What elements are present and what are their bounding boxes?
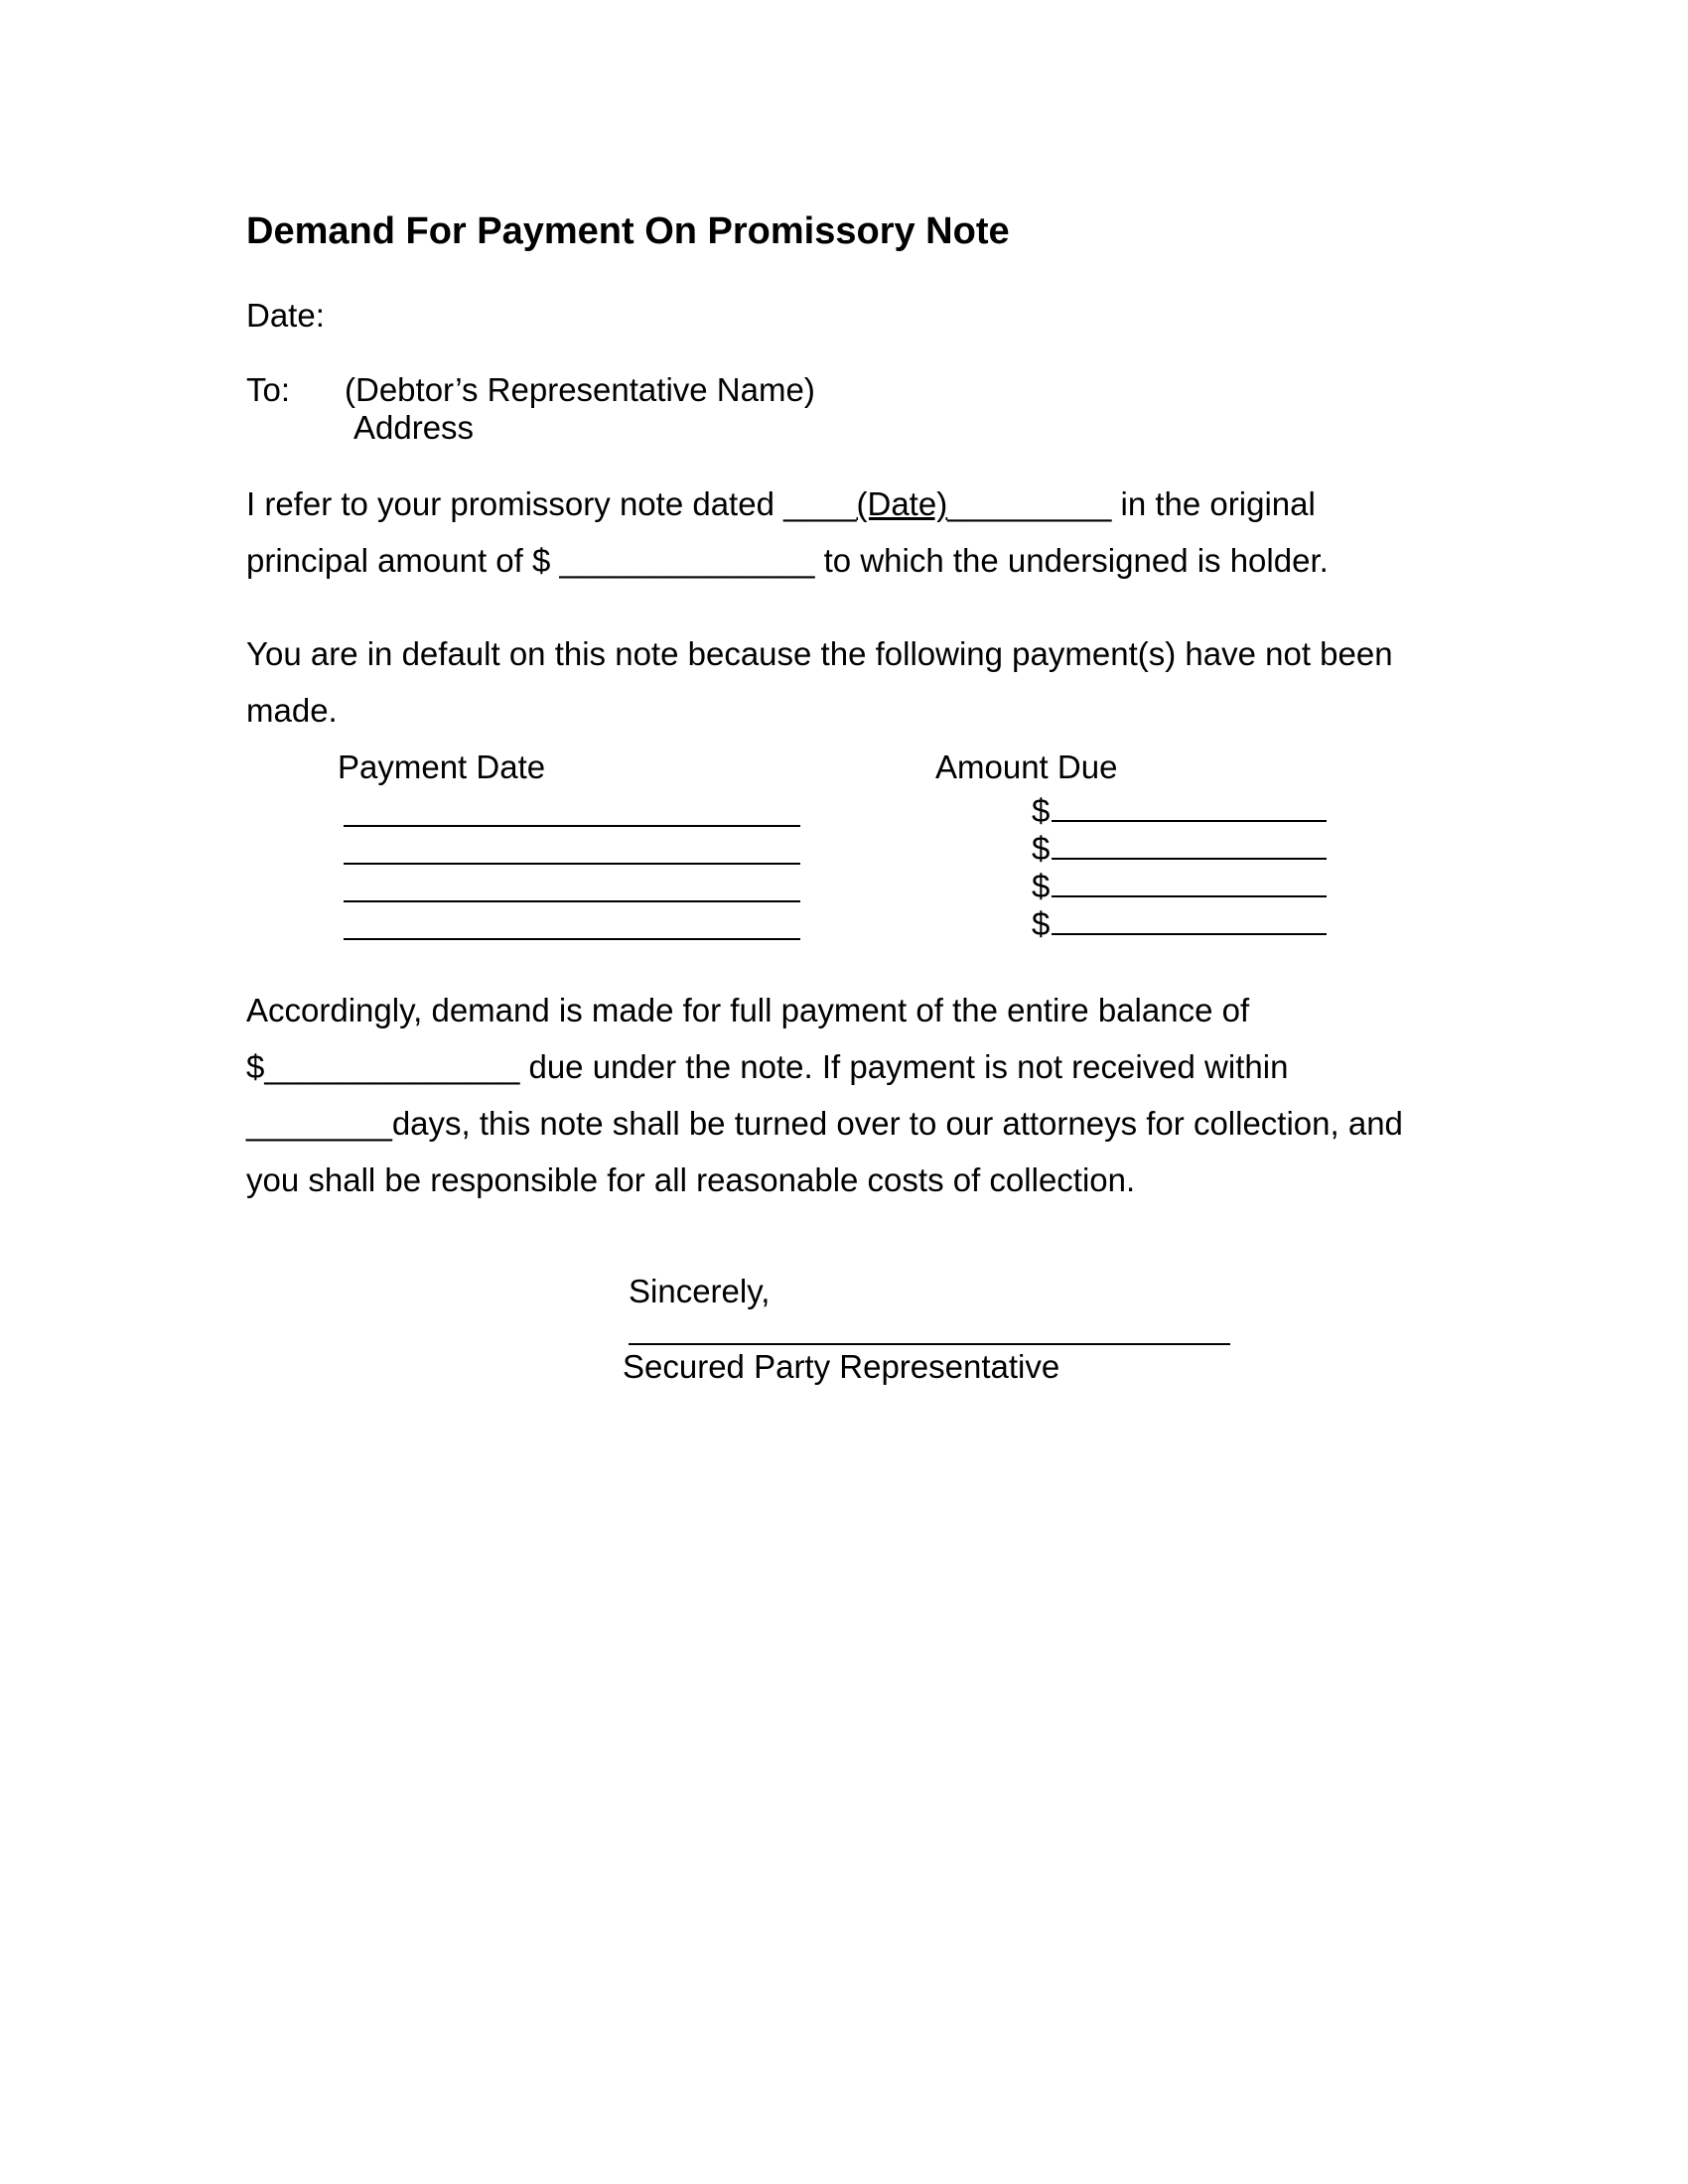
paragraph-demand-line-1: Accordingly, demand is made for full payment of the entire balance of [246, 992, 1250, 1028]
amount-due-row-3 [1032, 870, 1327, 902]
amount-due-row-4 [1032, 907, 1327, 940]
paragraph-note-line-2: principal amount of $ ______________ to which the undersigned is holder. [246, 542, 1329, 579]
signature-line [629, 1343, 1230, 1345]
currency-symbol: $ [1032, 792, 1051, 829]
paragraph-default-line-2: made. [246, 692, 338, 729]
payment-date-blank-2 [344, 863, 800, 865]
paragraph-demand-line-4: you shall be responsible for all reasonable costs of collection. [246, 1161, 1136, 1198]
paragraph-demand-line-2: $______________ due under the note. If payment is not received within [246, 1048, 1289, 1085]
amount-blank [1052, 895, 1327, 897]
debtor-representative-name: (Debtor’s Representative Name) [345, 371, 815, 408]
payment-date-header: Payment Date [338, 749, 546, 785]
payment-date-blank-4 [344, 938, 800, 940]
to-label: To: [246, 371, 291, 408]
note-original-text: _________ in the original [947, 485, 1316, 522]
currency-symbol: $ [1032, 905, 1051, 942]
paragraph-note-line-1 [246, 487, 1316, 520]
debtor-address: Address [353, 409, 475, 446]
payment-date-blank-1 [344, 825, 800, 827]
signature-label: Secured Party Representative [623, 1348, 1060, 1385]
amount-due-row-1 [1032, 794, 1327, 827]
amount-blank [1052, 858, 1327, 860]
closing-sincerely: Sincerely, [629, 1273, 771, 1309]
date-label: Date: [246, 297, 325, 334]
paragraph-demand-line-3: ________days, this note shall be turned over to our attorneys for collection, and [246, 1105, 1403, 1142]
note-dated-text: I refer to your promissory note dated ____ [246, 485, 857, 522]
payment-date-blank-3 [344, 900, 800, 902]
amount-due-row-2 [1032, 832, 1327, 865]
amount-due-header: Amount Due [935, 749, 1118, 785]
currency-symbol: $ [1032, 868, 1051, 904]
document-title: Demand For Payment On Promissory Note [246, 210, 1010, 252]
currency-symbol: $ [1032, 830, 1051, 867]
note-date-field: (Date) [856, 485, 948, 522]
paragraph-default-line-1: You are in default on this note because the following payment(s) have not been [246, 635, 1393, 672]
amount-blank [1052, 933, 1327, 935]
amount-blank [1052, 820, 1327, 822]
